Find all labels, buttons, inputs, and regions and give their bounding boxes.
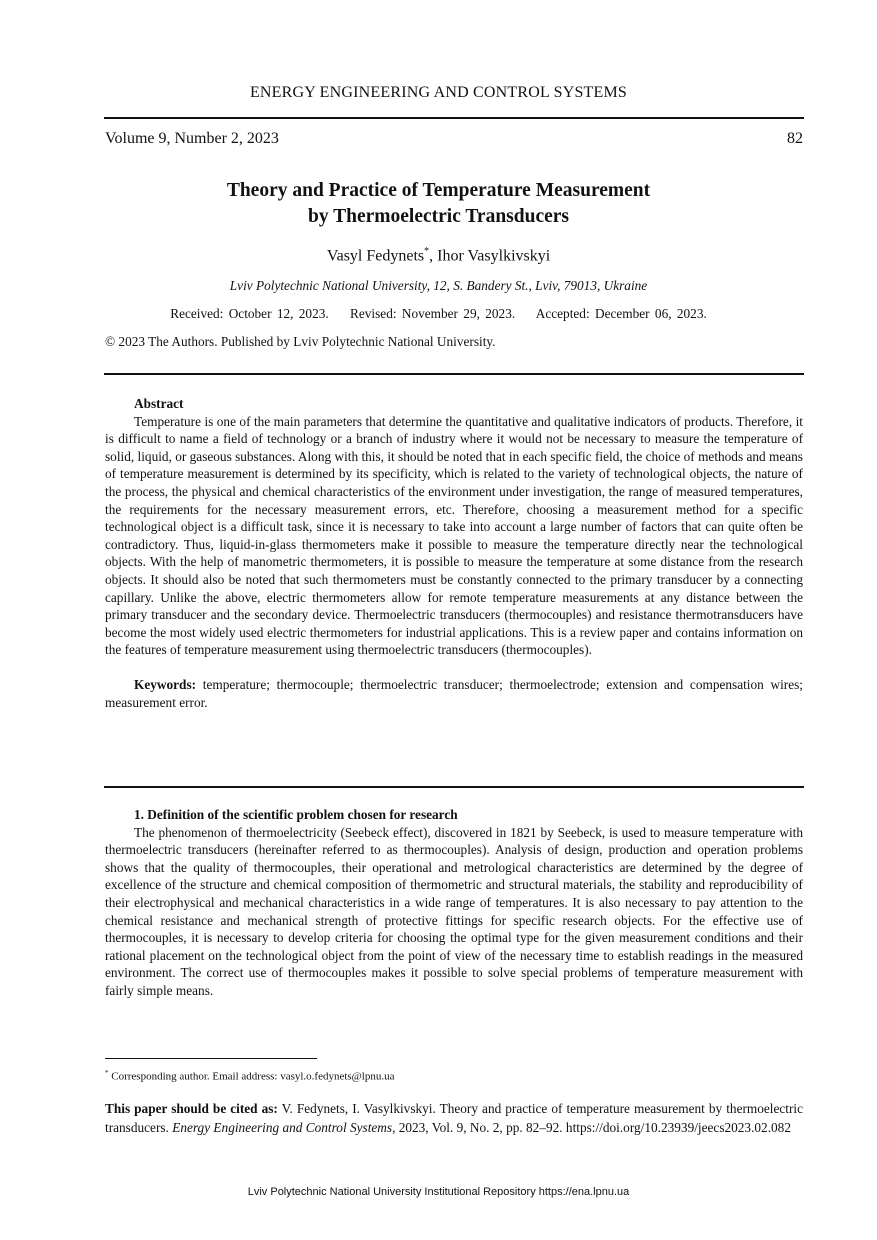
keywords-list: temperature; thermocouple; thermoelectric transducer; thermoelectrode; extension and compensation wires; measurement error. — [105, 676, 803, 710]
section-1-heading: 1. Definition of the scientific problem chosen for research — [134, 807, 458, 822]
footnote — [105, 1069, 395, 1083]
keywords — [105, 676, 803, 711]
header-rule — [104, 117, 804, 119]
title-line-1: Theory and Practice of Temperature Measurement — [226, 180, 651, 201]
citation-label: This paper should be cited as: — [105, 1101, 278, 1116]
author-1: Vasyl Fedynets — [326, 247, 425, 265]
corresponding-mark: * — [424, 246, 430, 257]
affiliation: Lviv Polytechnic National University, 12, S. Bandery St., Lviv, 79013, Ukraine — [229, 278, 648, 293]
section-1-text: The phenomenon of thermoelectricity (Seebeck effect), discovered in 1821 by Seebeck, is used to measure temperature with thermoelectric transducers (hereinafter referred to as thermocouples). Analysis of design, production and operation problems shows that the quality of thermocouples, their operational and metrological characteristics are determined by the degree of excellence of the structure and chemical composition of thermometric and structural materials, the stability and reproducibility of their electrophysical and mechanical characteristics in a wide range of temperatures. It is also necessary to pay attention to the chemical resistance and mechanical strength of protective fittings for specific research objects. For the effective use of thermocouples, it is necessary to develop criteria for choosing the optimal type for the given measurement conditions and their rational placement on the technological object from the point of view of the necessary time to establish readings in the measured environment. The correct use of thermocouples makes it possible to solve special problems of temperature measurement with fairly simple means. — [105, 824, 803, 998]
abstract-text: Temperature is one of the main parameters that determine the quantitative and qualitative indicators of products. Therefore, it is difficult to name a field of technology or a branch of industry where it would not be necessary to measure the temperature of solid, liquid, or gaseous substances. Along with this, it should be noted that in each specific field, the choice of methods and means of temperature measurement is determined by its specificity, which is related to the variety of technological objects, the nature of the process, the physical and chemical characteristics of the environment under investigation, the range of measured temperatures, the requirements for the necessary measurement errors, etc. Therefore, choosing a measurement method for a specific technological object is a difficult task, since it is necessary to take into account a large number of factors that can quite often be contradictory. Thus, liquid-in-glass thermometers make it possible to measure the temperature directly near the technological objects. With the help of manometric thermometers, it is possible to measure the temperature at some distance from the research objects. It should also be noted that such thermometers must be constantly connected to the primary transducer by a connecting capillary. Unlike the above, electric thermometers allow for remote temperature measurements at any distance between the primary transducer and the secondary device. Thermoelectric transducers (thermocouples) and resistance thermotransducers have become the most widely used electric thermometers for industrial applications. This is a review paper and contains information on the features of temperature measurement using thermoelectric transducers (thermocouples). — [105, 413, 803, 658]
authors — [0, 246, 877, 265]
abstract-heading: Abstract — [134, 396, 184, 411]
citation-journal: Energy Engineering and Control Systems — [172, 1119, 393, 1135]
page-number: 82 — [787, 130, 803, 147]
footnote-mark: * — [105, 1069, 109, 1077]
footnote-rule — [105, 1058, 317, 1059]
repository-footer: Lviv Polytechnic National University Institutional Repository https://ena.lpnu.ua — [247, 1186, 630, 1198]
author-2: , Ihor Vasylkivskyi — [429, 247, 551, 265]
volume-info: Volume 9, Number 2, 2023 — [105, 130, 279, 147]
citation-details: , 2023, Vol. 9, No. 2, pp. 82–92. https://doi.org/10.23939/jeecs2023.02.082 — [392, 1119, 791, 1135]
abstract-bottom-rule — [104, 786, 804, 788]
revised-date: Revised: November 29, 2023. — [350, 306, 516, 321]
dates — [0, 306, 877, 322]
received-date: Received: October 12, 2023. — [170, 306, 329, 321]
keywords-label: Keywords: — [134, 676, 197, 692]
article-title — [0, 178, 877, 230]
title-line-2: by Thermoelectric Transducers — [307, 206, 570, 227]
citation — [105, 1100, 803, 1137]
accepted-date: Accepted: December 06, 2023. — [535, 306, 707, 321]
abstract-section — [105, 395, 803, 711]
abstract-top-rule — [104, 373, 804, 375]
citation-authors-title: V. Fedynets, I. Vasylkivskyi. Theory and practice of temperature measurement by thermoelectric transducers. — [105, 1101, 804, 1135]
journal-name: ENERGY ENGINEERING AND CONTROL SYSTEMS — [249, 84, 628, 101]
footnote-text: Corresponding author. Email address: vasyl.o.fedynets@lpnu.ua — [108, 1070, 395, 1083]
section-1 — [105, 806, 803, 1000]
copyright: © 2023 The Authors. Published by Lviv Polytechnic National University. — [105, 334, 496, 349]
